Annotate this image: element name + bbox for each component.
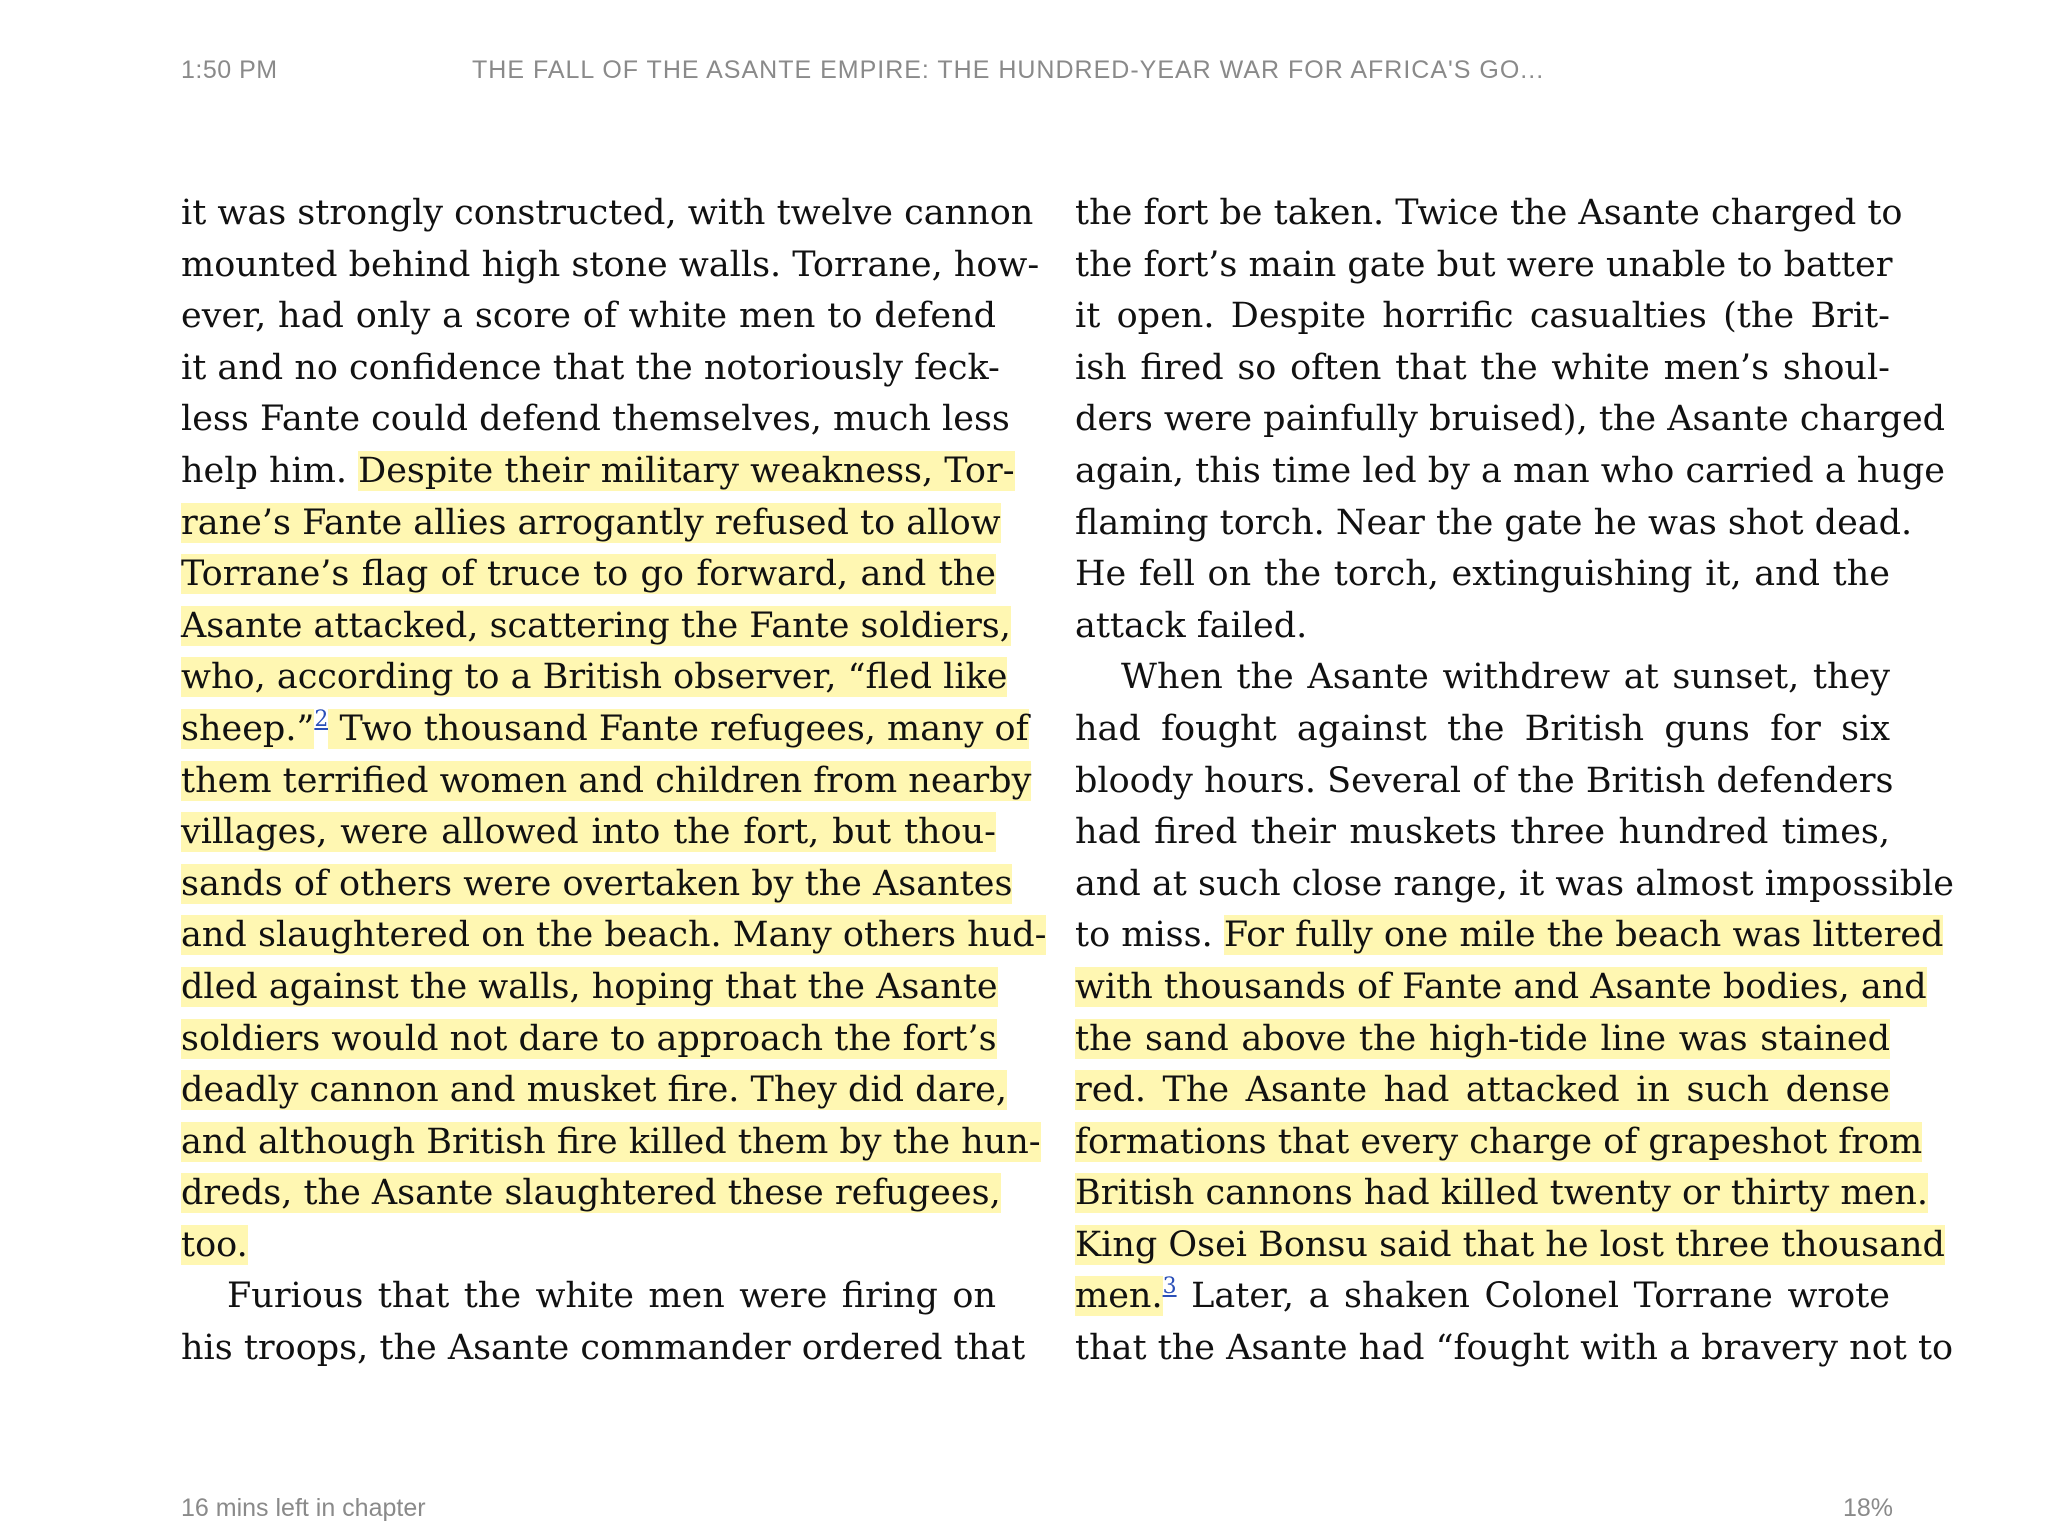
line-text: Furious that the white men were firing on [227,1276,996,1317]
text-line[interactable] [1075,910,1944,962]
highlighted-text[interactable]: and although British fire killed them by the hun- [181,1121,1041,1162]
highlighted-text[interactable]: men. [1075,1276,1163,1317]
text-line[interactable] [1075,1065,1890,1117]
text-line[interactable] [181,1220,996,1272]
highlighted-text[interactable]: the sand above the high-tide line was stained [1075,1018,1890,1059]
text-line[interactable] [1075,1117,1923,1169]
highlighted-text[interactable]: sheep.” [181,708,315,749]
text-line[interactable] [1075,446,1946,498]
line-text: attack failed. [1075,605,1308,646]
text-line[interactable] [1075,1014,1890,1066]
highlighted-text[interactable]: Despite their military weakness, Tor- [358,450,1015,491]
highlighted-text[interactable]: villages, were allowed into the fort, but thou- [181,812,996,853]
highlighted-text[interactable]: Asante attacked, scattering the Fante soldiers, [181,605,1011,646]
highlighted-text[interactable]: dled against the walls, hoping that the Asante [181,966,998,1007]
highlighted-text[interactable]: red. The Asante had attacked in such dense [1075,1070,1890,1111]
text-line[interactable] [181,962,996,1014]
text-line[interactable] [1075,1271,1890,1323]
text-line[interactable] [1075,704,1890,756]
text-line[interactable] [1075,962,1927,1014]
line-text: again, this time led by a man who carried a huge [1075,450,1946,491]
highlighted-text[interactable]: dreds, the Asante slaughtered these refugees, [181,1173,1001,1214]
line-text: He fell on the torch, extinguishing it, and the [1075,554,1890,595]
line-text: Later, a shaken Colonel Torrane wrote [1176,1276,1890,1317]
line-text: the fort’s main gate but were unable to batter [1075,244,1893,285]
line-text: his troops, the Asante commander ordered that [181,1328,1026,1369]
text-line[interactable] [181,1117,1041,1169]
line-text: it and no confidence that the notoriously feck- [181,347,1000,388]
text-line[interactable] [1075,291,1890,343]
text-line[interactable] [181,188,1034,240]
text-line[interactable] [1075,188,1903,240]
line-text: flaming torch. Near the gate he was shot dead. [1075,502,1913,543]
line-text: mounted behind high stone walls. Torrane, how- [181,244,1040,285]
text-line[interactable] [181,601,1011,653]
line-text: ish fired so often that the white men’s shoul- [1075,347,1890,388]
highlighted-text[interactable]: sands of others were overtaken by the Asantes [181,863,1013,904]
text-line[interactable] [1075,549,1890,601]
highlighted-text[interactable]: deadly cannon and musket fire. They did dare, [181,1070,1008,1111]
text-line[interactable] [1075,343,1890,395]
footnote-link[interactable]: 3 [1162,1274,1177,1300]
footnote-link[interactable]: 2 [314,706,329,732]
text-line[interactable] [181,652,1008,704]
reading-progress: 18% [1842,1494,1893,1522]
text-line[interactable] [181,704,1029,756]
text-line[interactable] [181,498,1001,550]
highlighted-text[interactable]: formations that every charge of grapeshot from [1075,1121,1923,1162]
text-line[interactable] [181,859,1013,911]
line-text: and at such close range, it was almost impossible [1075,863,1954,904]
text-line[interactable] [181,549,996,601]
line-text: ever, had only a score of white men to defend [181,296,996,337]
highlighted-text[interactable]: too. [181,1224,248,1265]
highlighted-text[interactable]: with thousands of Fante and Asante bodies, and [1075,966,1927,1007]
highlighted-text[interactable]: British cannons had killed twenty or thirty men. [1075,1173,1928,1214]
line-text: had fired their muskets three hundred times, [1075,812,1890,853]
highlighted-text[interactable]: rane’s Fante allies arrogantly refused to allow [181,502,1001,543]
highlighted-text[interactable]: Torrane’s flag of truce to go forward, and the [181,554,996,595]
highlighted-text[interactable]: who, according to a British observer, “fled like [181,657,1008,698]
text-line[interactable] [181,1271,996,1323]
book-title[interactable]: THE FALL OF THE ASANTE EMPIRE: THE HUNDRED-YEAR WAR FOR AFRICA'S GO... [472,56,1545,84]
text-line[interactable] [1075,601,1890,653]
chapter-time-remaining: 16 mins left in chapter [181,1494,426,1522]
text-line[interactable] [1075,652,1890,704]
highlighted-text[interactable]: Two thousand Fante refugees, many of [328,708,1029,749]
text-line[interactable] [181,240,1040,292]
line-text: ders were painfully bruised), the Asante charged [1075,399,1946,440]
page-left-column [181,188,1047,1375]
text-line[interactable] [1075,807,1890,859]
line-text: When the Asante withdrew at sunset, they [1121,657,1890,698]
text-line[interactable] [1075,240,1893,292]
line-text: it open. Despite horrific casualties (the Brit- [1075,296,1890,337]
text-line[interactable] [181,807,996,859]
text-line[interactable] [181,291,996,343]
line-text: bloody hours. Several of the British defenders [1075,760,1894,801]
line-text: it was strongly constructed, with twelve cannon [181,193,1034,233]
text-line[interactable] [181,910,1047,962]
text-line[interactable] [181,1065,1008,1117]
text-line[interactable] [181,756,1032,808]
text-line[interactable] [181,446,1015,498]
text-line[interactable] [181,1168,1001,1220]
text-line[interactable] [181,343,1000,395]
line-text: had fought against the British guns for six [1075,708,1890,749]
line-text: help him. [181,450,359,491]
highlighted-text[interactable]: King Osei Bonsu said that he lost three thousand [1075,1224,1945,1265]
text-line[interactable] [1075,1220,1945,1272]
text-line[interactable] [1075,756,1894,808]
text-line[interactable] [181,1323,1026,1375]
text-line[interactable] [1075,1323,1954,1375]
text-line[interactable] [1075,394,1946,446]
line-text: less Fante could defend themselves, much less [181,399,1010,440]
page-right-column [1075,188,1954,1375]
status-time: 1:50 PM [181,56,278,84]
highlighted-text[interactable]: and slaughtered on the beach. Many others hud- [181,915,1047,956]
text-line[interactable] [1075,859,1954,911]
text-line[interactable] [1075,1168,1928,1220]
line-text: to miss. [1075,915,1224,956]
text-line[interactable] [1075,498,1913,550]
highlighted-text[interactable]: For fully one mile the beach was littered [1223,915,1944,956]
text-line[interactable] [181,394,1010,446]
line-text: that the Asante had “fought with a bravery not to [1075,1328,1954,1369]
highlighted-text[interactable]: them terrified women and children from nearby [181,760,1032,801]
line-text: the fort be taken. Twice the Asante charged to [1075,193,1903,233]
text-line[interactable] [181,1014,996,1066]
highlighted-text[interactable]: soldiers would not dare to approach the fort’s [181,1018,997,1059]
